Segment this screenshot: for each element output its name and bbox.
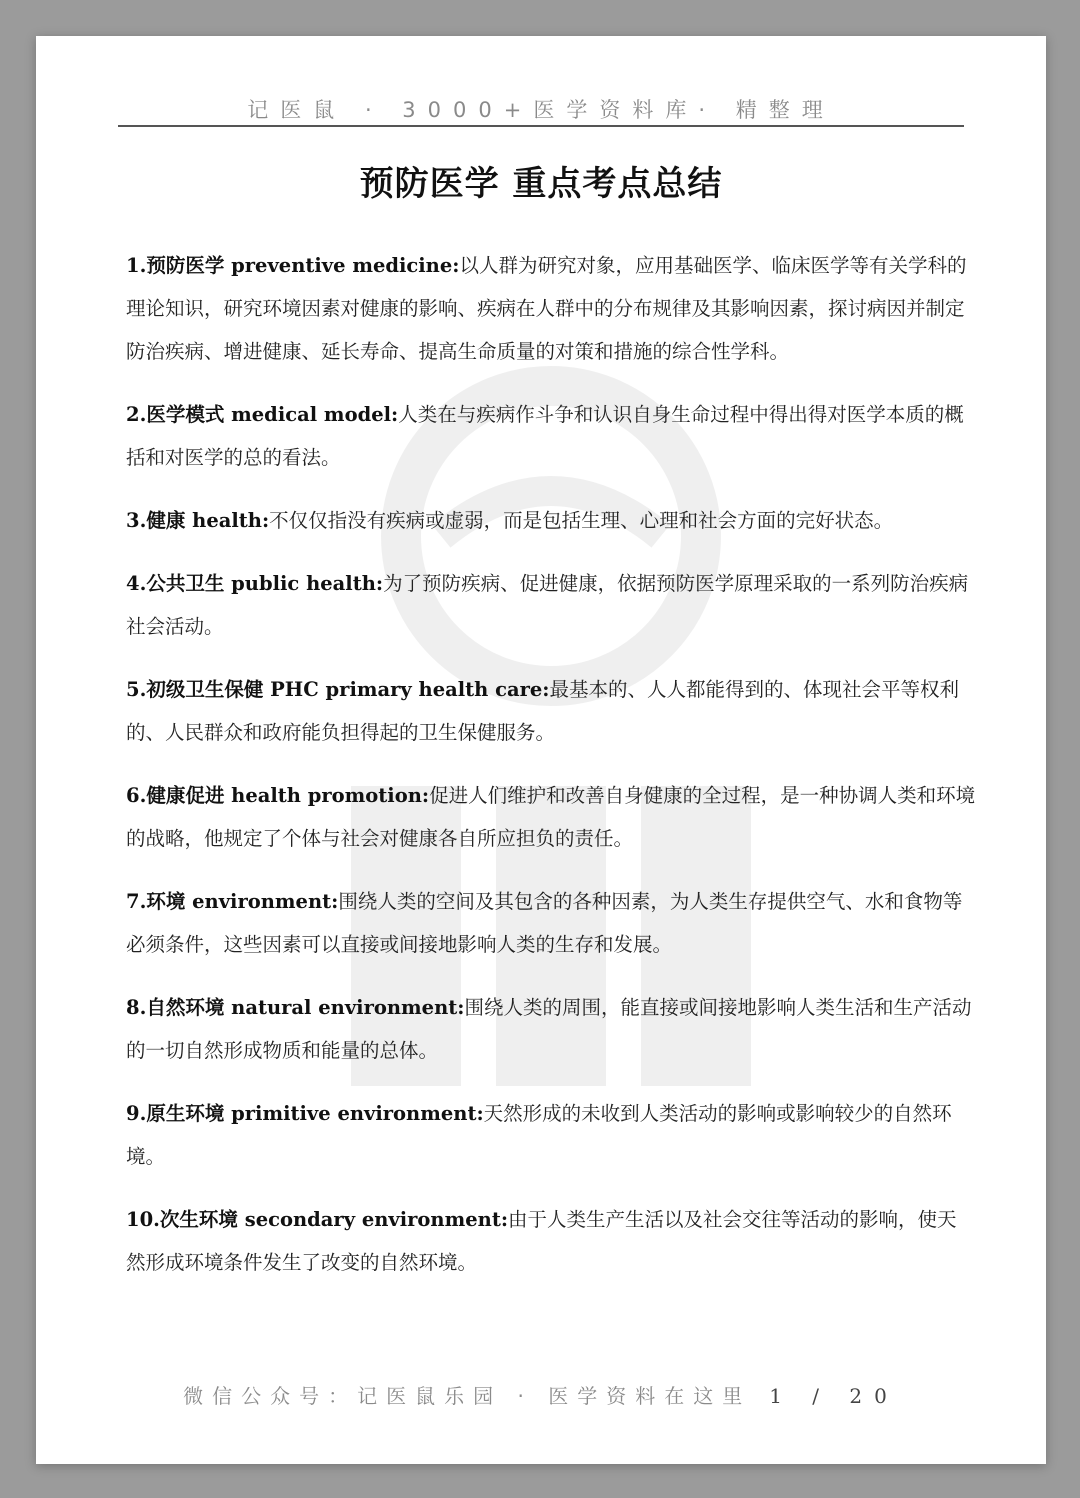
list-item: [126, 499, 976, 542]
list-item: [126, 668, 976, 754]
term-definition: 促进人们维护和改善自身健康的全过程，是一种协调人类和环境的战略，他规定了个体与社会对健康各自所应担负的责任。: [126, 784, 976, 850]
term-definition: 不仅仅指没有疾病或虚弱，而是包括生理、心理和社会方面的完好状态。: [269, 509, 894, 532]
term-definition: 最基本的、人人都能得到的、体现社会平等权利的、人民群众和政府能负担得起的卫生保健服务。: [126, 678, 960, 744]
term-definition: 围绕人类的空间及其包含的各种因素，为人类生存提供空气、水和食物等必须条件，这些因素可以直接或间接地影响人类的生存和发展。: [126, 890, 963, 956]
term-definition: 由于人类生产生活以及社会交往等活动的影响，使天然形成环境条件发生了改变的自然环境。: [126, 1208, 957, 1274]
term-label: 4.公共卫生 public health:: [126, 572, 384, 595]
term-label: 8.自然环境 natural environment:: [126, 996, 465, 1019]
term-definition: 以人群为研究对象，应用基础医学、临床医学等有关学科的理论知识，研究环境因素对健康的影响、疾病在人群中的分布规律及其影响因素，探讨病因并制定防治疾病、增进健康、延长寿命、提高生命质量的对策和措施的综合性学科。: [126, 254, 967, 363]
list-item: [126, 880, 976, 966]
page-footer: [36, 1380, 1046, 1409]
term-label: 6.健康促进 health promotion:: [126, 784, 430, 807]
footer-text: 微信公众号：记医鼠乐园 · 医学资料在这里: [183, 1384, 752, 1408]
list-item: [126, 244, 976, 373]
document-title: 预防医学 重点考点总结: [359, 164, 723, 204]
term-label: 9.原生环境 primitive environment:: [126, 1102, 484, 1125]
term-list: [126, 244, 976, 1304]
term-definition: 为了预防疾病、促进健康，依据预防医学原理采取的一系列防治疾病社会活动。: [126, 572, 969, 638]
term-label: 1.预防医学 preventive medicine:: [126, 254, 460, 277]
term-label: 10.次生环境 secondary environment:: [126, 1208, 509, 1231]
term-label: 5.初级卫生保健 PHC primary health care:: [126, 678, 550, 701]
list-item: [126, 562, 976, 648]
term-label: 3.健康 health:: [126, 509, 270, 532]
list-item: [126, 1198, 976, 1284]
document-page: [36, 36, 1046, 1464]
header-divider: [118, 125, 964, 127]
page-number: 1 / 20: [769, 1384, 899, 1408]
list-item: [126, 774, 976, 860]
term-definition: 人类在与疾病作斗争和认识自身生命过程中得出得对医学本质的概括和对医学的总的看法。: [126, 403, 964, 469]
list-item: [126, 986, 976, 1072]
term-label: 2.医学模式 medical model:: [126, 403, 399, 426]
page-header: 记医鼠 · 3000+医学资料库· 精整理: [247, 98, 835, 122]
term-definition: 围绕人类的周围，能直接或间接地影响人类生活和生产活动的一切自然形成物质和能量的总体。: [126, 996, 972, 1062]
term-definition: 天然形成的未收到人类活动的影响或影响较少的自然环境。: [126, 1102, 952, 1168]
term-label: 7.环境 environment:: [126, 890, 339, 913]
list-item: [126, 393, 976, 479]
list-item: [126, 1092, 976, 1178]
